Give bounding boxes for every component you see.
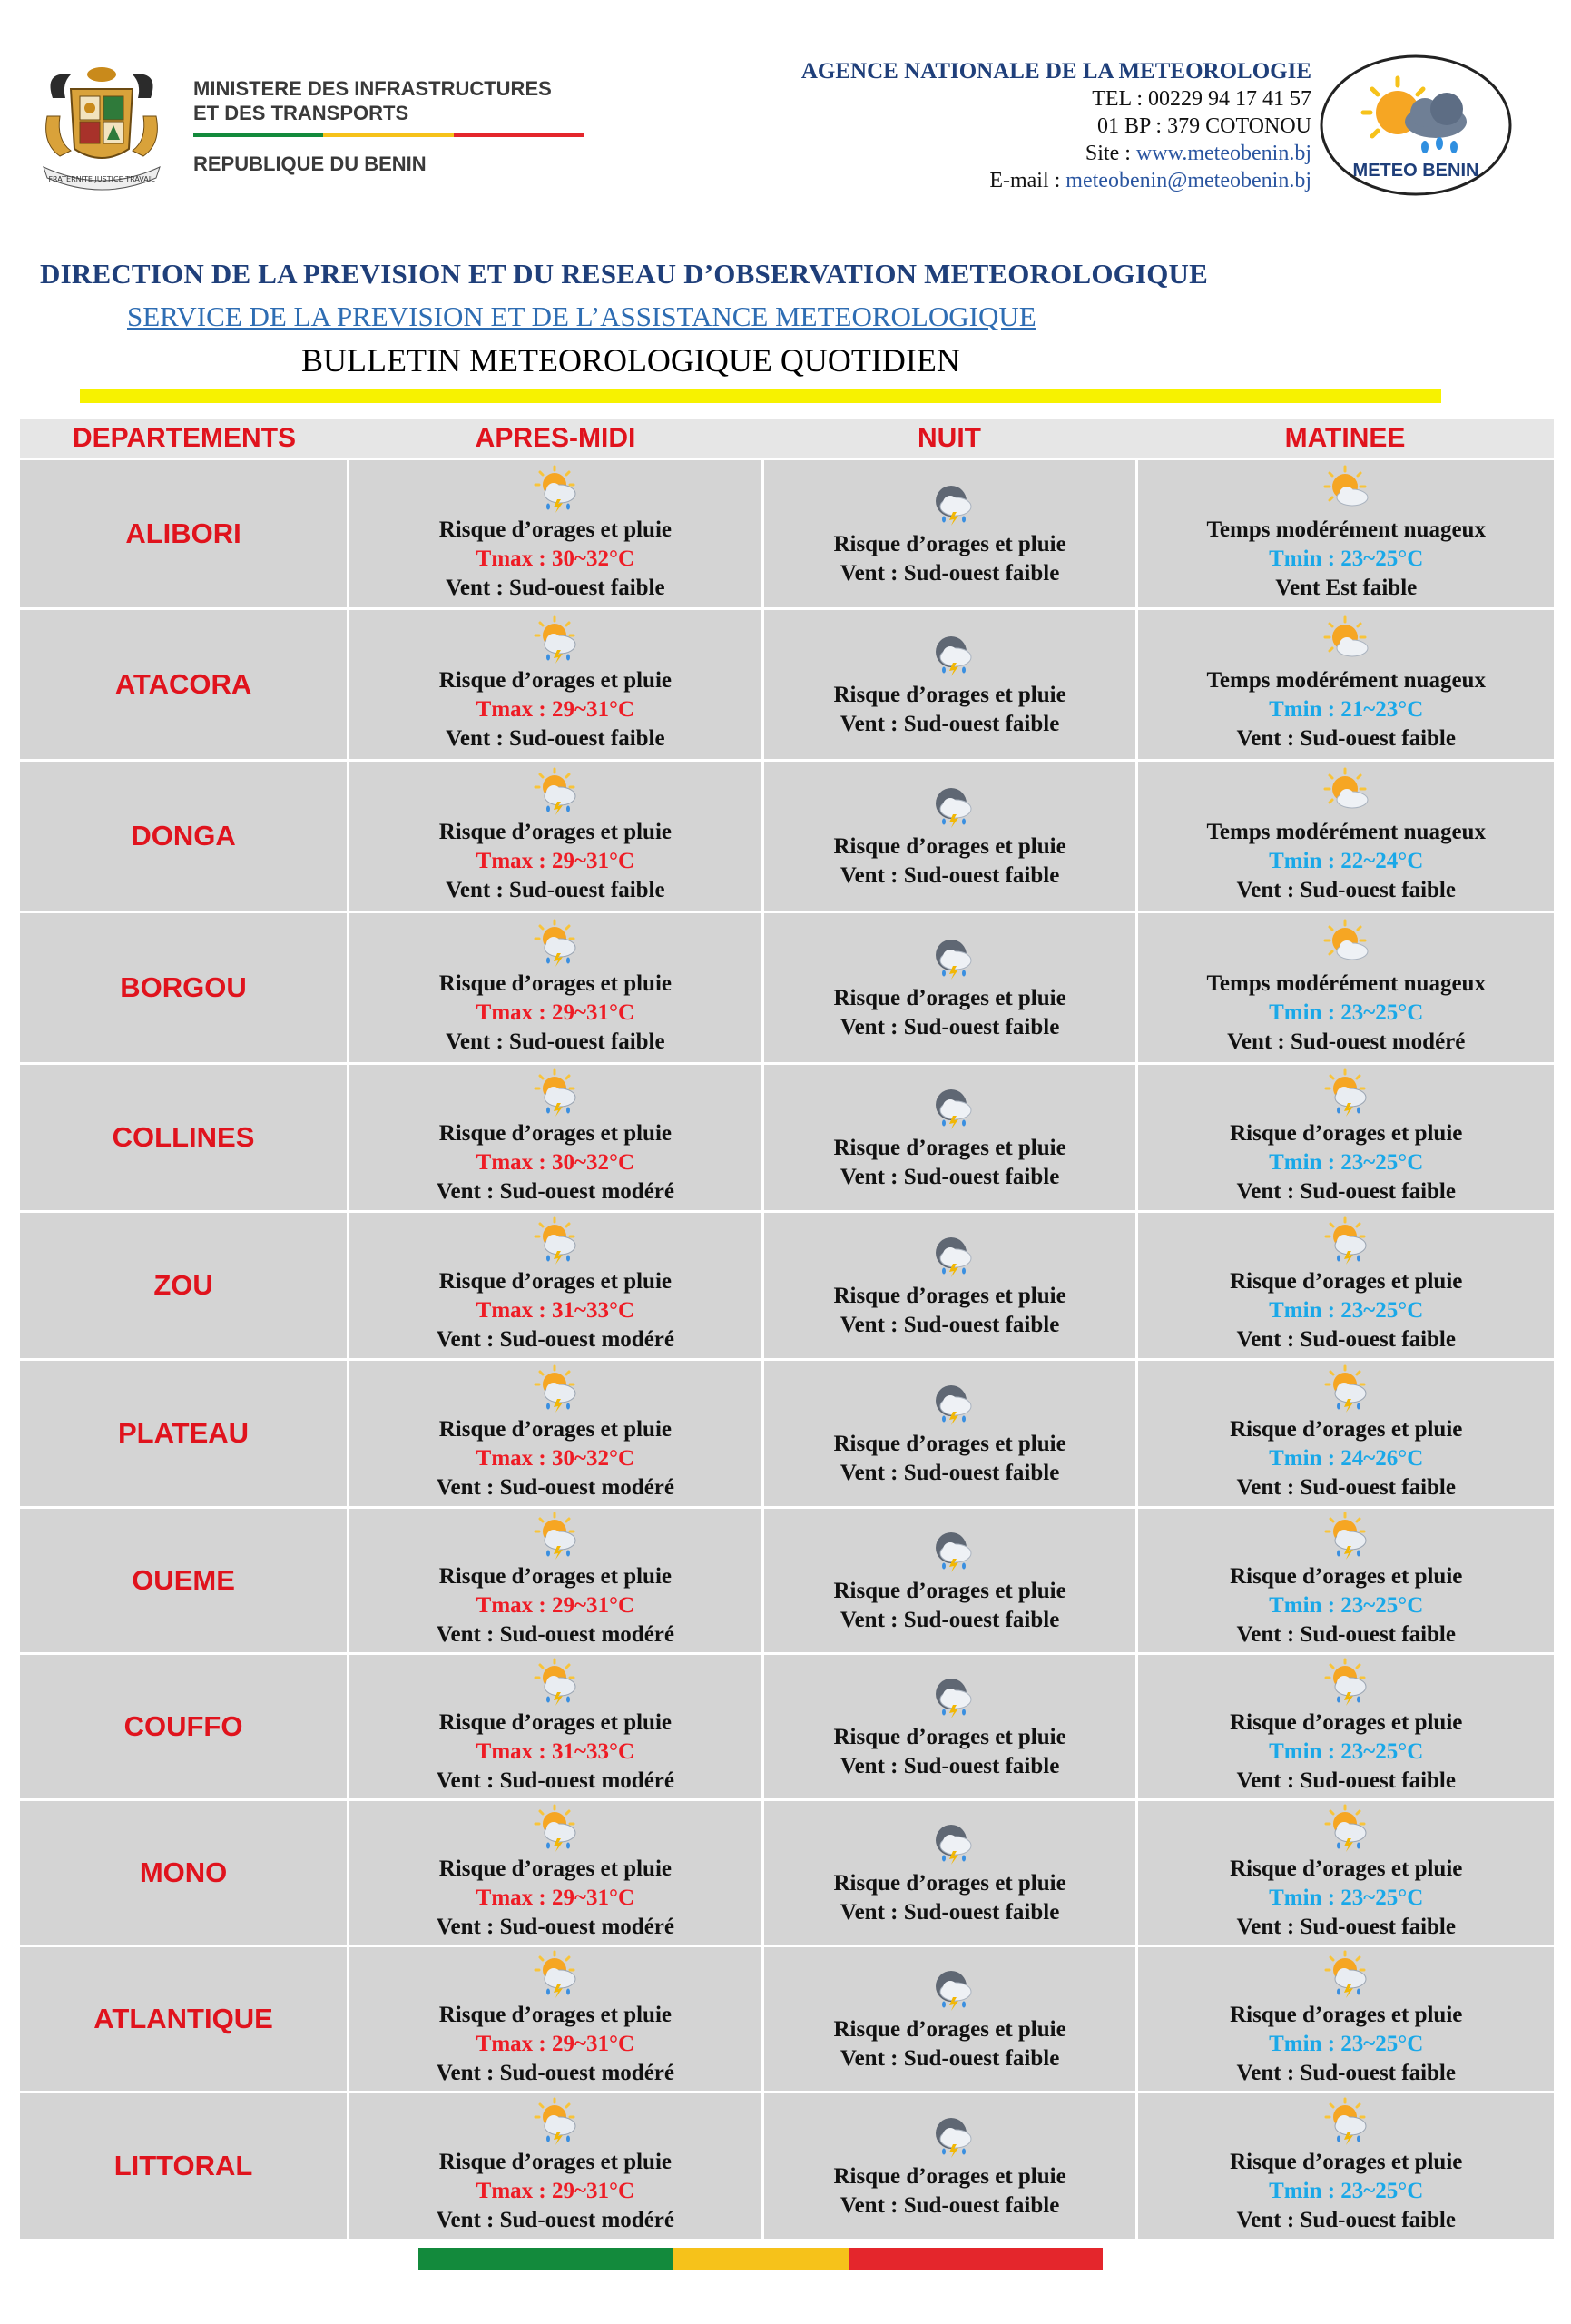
matinee-tmin: Tmin : 22~24°C [1269, 849, 1424, 873]
apres-midi-cell [347, 460, 761, 607]
nuit-cell [761, 1213, 1136, 1358]
site-link[interactable]: www.meteobenin.bj [1135, 142, 1311, 165]
table-header [20, 419, 1554, 458]
apres-midi-condition: Risque d’orages et pluie [438, 1856, 672, 1881]
forecast-table [20, 419, 1554, 2239]
service-title: SERVICE DE LA PREVISION ET DE L’ASSISTANCE METEOROLOGIQUE [127, 300, 1036, 332]
matinee-tmin: Tmin : 23~25°C [1269, 1593, 1424, 1618]
table-row [20, 458, 1554, 607]
matinee-cell [1135, 913, 1554, 1062]
email-link[interactable]: meteobenin@meteobenin.bj [1065, 169, 1311, 192]
matinee-cell [1135, 610, 1554, 759]
nuit-condition: Risque d’orages et pluie [833, 1284, 1066, 1308]
apres-midi-condition: Risque d’orages et pluie [438, 668, 672, 693]
table-row [20, 911, 1554, 1062]
matinee-wind: Vent Est faible [1275, 576, 1418, 600]
apres-midi-cell [347, 610, 761, 759]
sun-cloud-storm-icon [1320, 2097, 1372, 2146]
apres-midi-condition: Risque d’orages et pluie [438, 2003, 672, 2027]
table-row [20, 1945, 1554, 2091]
header-departements: DEPARTEMENTS [72, 423, 297, 453]
apres-midi-tmax: Tmax : 29~31°C [476, 2032, 635, 2056]
matinee-tmin: Tmin : 23~25°C [1269, 1000, 1424, 1025]
agency-email-line [801, 167, 1311, 194]
svg-text:FRATERNITE JUSTICE TRAVAIL: FRATERNITE JUSTICE TRAVAIL [48, 175, 155, 183]
matinee-condition: Risque d’orages et pluie [1230, 1417, 1463, 1442]
matinee-tmin: Tmin : 23~25°C [1269, 2032, 1424, 2056]
nuit-cell [761, 460, 1136, 607]
department-name: PLATEAU [117, 1417, 250, 1449]
apres-midi-tmax: Tmax : 29~31°C [476, 1886, 635, 1910]
sun-cloud-storm-icon [529, 1658, 582, 1707]
apres-midi-wind: Vent : Sud-ouest modéré [436, 2208, 674, 2232]
nuit-condition: Risque d’orages et pluie [833, 1725, 1066, 1749]
header-matinee: MATINEE [1284, 423, 1406, 453]
matinee-condition: Risque d’orages et pluie [1230, 2150, 1463, 2174]
department-name: BORGOU [120, 971, 247, 1003]
apres-midi-condition: Risque d’orages et pluie [438, 2150, 672, 2174]
apres-midi-cell [347, 1655, 761, 1798]
matinee-condition: Risque d’orages et pluie [1230, 2003, 1463, 2027]
footer-yellow-stripe [673, 2248, 849, 2270]
nuit-condition: Risque d’orages et pluie [833, 532, 1066, 556]
table-row [20, 1210, 1554, 1358]
apres-midi-condition: Risque d’orages et pluie [438, 971, 672, 996]
bulletin-title: BULLETIN METEOROLOGIQUE QUOTIDIEN [301, 342, 960, 379]
cloud-storm-icon [924, 630, 977, 679]
nuit-condition: Risque d’orages et pluie [833, 1432, 1066, 1456]
matinee-cell [1135, 1655, 1554, 1798]
sun-cloud-storm-icon [1320, 1512, 1372, 1561]
apres-midi-cell [347, 2093, 761, 2239]
department-name: COLLINES [112, 1121, 255, 1153]
matinee-cell [1135, 460, 1554, 607]
direction-title: DIRECTION DE LA PREVISION ET DU RESEAU D’OBSERVATION METEOROLOGIQUE [40, 258, 1209, 290]
apres-midi-tmax: Tmax : 30~32°C [476, 547, 635, 571]
matinee-cell [1135, 2093, 1554, 2239]
nuit-cell [761, 2093, 1136, 2239]
nuit-wind: Vent : Sud-ouest faible [840, 1015, 1060, 1039]
cloud-storm-icon [924, 782, 977, 831]
department-name: ALIBORI [125, 517, 241, 549]
meteo-benin-logo [1318, 53, 1514, 198]
ministry-line-1: MINISTERE DES INFRASTRUCTURES [193, 77, 552, 100]
nuit-wind: Vent : Sud-ouest faible [840, 1313, 1060, 1337]
cloud-storm-icon [924, 1526, 977, 1575]
agency-site-line [801, 140, 1311, 167]
ministry-name [193, 76, 584, 125]
nuit-wind: Vent : Sud-ouest faible [840, 1461, 1060, 1485]
benin-coat-of-arms-icon [34, 62, 169, 192]
apres-midi-tmax: Tmax : 29~31°C [476, 1000, 635, 1025]
nuit-wind: Vent : Sud-ouest faible [840, 712, 1060, 736]
apres-midi-tmax: Tmax : 30~32°C [476, 1150, 635, 1175]
sun-cloud-storm-icon [529, 1804, 582, 1853]
nuit-wind: Vent : Sud-ouest faible [840, 2193, 1060, 2218]
sun-cloud-storm-icon [1320, 1068, 1372, 1118]
cloud-storm-icon [924, 933, 977, 982]
cloud-storm-icon [924, 1379, 977, 1428]
matinee-tmin: Tmin : 23~25°C [1269, 1739, 1424, 1764]
email-label: E-mail : [989, 169, 1066, 192]
table-row [20, 1652, 1554, 1798]
nuit-cell [761, 1655, 1136, 1798]
sun-cloud-storm-icon [529, 1950, 582, 1999]
cloud-storm-icon [924, 1083, 977, 1132]
nuit-cell [761, 610, 1136, 759]
apres-midi-wind: Vent : Sud-ouest modéré [436, 2061, 674, 2085]
sun-cloud-icon [1320, 465, 1372, 514]
matinee-wind: Vent : Sud-ouest faible [1236, 1475, 1456, 1500]
agency-tel: TEL : 00229 94 17 41 57 [1092, 87, 1311, 111]
matinee-cell [1135, 1065, 1554, 1210]
table-row [20, 1062, 1554, 1210]
nuit-cell [761, 913, 1136, 1062]
matinee-wind: Vent : Sud-ouest faible [1236, 2208, 1456, 2232]
nuit-cell [761, 1065, 1136, 1210]
apres-midi-wind: Vent : Sud-ouest modéré [436, 1768, 674, 1793]
apres-midi-tmax: Tmax : 29~31°C [476, 697, 635, 722]
matinee-condition: Risque d’orages et pluie [1230, 1121, 1463, 1146]
nuit-wind: Vent : Sud-ouest faible [840, 1900, 1060, 1925]
table-row [20, 1798, 1554, 1945]
apres-midi-cell [347, 1947, 761, 2091]
nuit-cell [761, 1509, 1136, 1652]
matinee-cell [1135, 762, 1554, 911]
apres-midi-cell [347, 913, 761, 1062]
cloud-storm-icon [924, 479, 977, 528]
sun-cloud-storm-icon [1320, 1950, 1372, 1999]
apres-midi-wind: Vent : Sud-ouest faible [446, 878, 665, 902]
matinee-wind: Vent : Sud-ouest faible [1236, 1915, 1456, 1939]
table-body [20, 458, 1554, 2239]
apres-midi-wind: Vent : Sud-ouest faible [446, 726, 665, 751]
apres-midi-tmax: Tmax : 29~31°C [476, 1593, 635, 1618]
table-row [20, 2091, 1554, 2239]
nuit-wind: Vent : Sud-ouest faible [840, 863, 1060, 888]
flag-red-stripe [454, 133, 584, 137]
apres-midi-tmax: Tmax : 30~32°C [476, 1446, 635, 1471]
matinee-wind: Vent : Sud-ouest faible [1236, 1622, 1456, 1647]
department-name: ATLANTIQUE [93, 2003, 273, 2034]
agency-bp: 01 BP : 379 COTONOU [1096, 114, 1311, 138]
matinee-condition: Temps modérément nuageux [1206, 820, 1486, 844]
department-name: DONGA [131, 820, 236, 852]
apres-midi-tmax: Tmax : 29~31°C [476, 2179, 635, 2203]
header-apres-midi: APRES-MIDI [475, 423, 636, 453]
sun-cloud-storm-icon [1320, 1364, 1372, 1413]
svg-text:METEO BENIN: METEO BENIN [1352, 161, 1479, 181]
matinee-condition: Temps modérément nuageux [1206, 971, 1486, 996]
nuit-cell [761, 762, 1136, 911]
matinee-condition: Temps modérément nuageux [1206, 668, 1486, 693]
sun-cloud-storm-icon [1320, 1804, 1372, 1853]
ministry-line-2: ET DES TRANSPORTS [193, 102, 409, 124]
matinee-tmin: Tmin : 23~25°C [1269, 1150, 1424, 1175]
matinee-cell [1135, 1361, 1554, 1506]
nuit-wind: Vent : Sud-ouest faible [840, 1608, 1060, 1632]
sun-cloud-storm-icon [529, 767, 582, 816]
matinee-cell [1135, 1947, 1554, 2091]
matinee-tmin: Tmin : 23~25°C [1269, 1298, 1424, 1323]
nuit-condition: Risque d’orages et pluie [833, 834, 1066, 859]
apres-midi-condition: Risque d’orages et pluie [438, 1564, 672, 1589]
department-name: MONO [139, 1856, 228, 1888]
apres-midi-cell [347, 762, 761, 911]
header-nuit: NUIT [918, 423, 981, 453]
apres-midi-wind: Vent : Sud-ouest modéré [436, 1179, 674, 1204]
nuit-condition: Risque d’orages et pluie [833, 986, 1066, 1010]
department-name: LITTORAL [113, 2150, 253, 2181]
sun-cloud-storm-icon [529, 1068, 582, 1118]
matinee-tmin: Tmin : 23~25°C [1269, 1886, 1424, 1910]
apres-midi-condition: Risque d’orages et pluie [438, 1710, 672, 1735]
apres-midi-condition: Risque d’orages et pluie [438, 517, 672, 542]
department-name: ZOU [153, 1269, 213, 1301]
matinee-tmin: Tmin : 21~23°C [1269, 697, 1424, 722]
matinee-cell [1135, 1509, 1554, 1652]
matinee-wind: Vent : Sud-ouest modéré [1227, 1029, 1466, 1054]
nuit-wind: Vent : Sud-ouest faible [840, 561, 1060, 586]
apres-midi-cell [347, 1801, 761, 1945]
site-label: Site : [1085, 142, 1136, 165]
matinee-cell [1135, 1213, 1554, 1358]
matinee-condition: Risque d’orages et pluie [1230, 1856, 1463, 1881]
apres-midi-cell [347, 1065, 761, 1210]
apres-midi-cell [347, 1509, 761, 1652]
matinee-tmin: Tmin : 23~25°C [1269, 2179, 1424, 2203]
agency-name: AGENCE NATIONALE DE LA METEOROLOGIE [800, 59, 1311, 84]
cloud-storm-icon [924, 1231, 977, 1280]
apres-midi-tmax: Tmax : 31~33°C [476, 1739, 635, 1764]
department-name: OUEME [132, 1564, 235, 1596]
matinee-condition: Risque d’orages et pluie [1230, 1710, 1463, 1735]
apres-midi-wind: Vent : Sud-ouest modéré [436, 1327, 674, 1352]
matinee-tmin: Tmin : 23~25°C [1269, 547, 1424, 571]
footer-red-stripe [849, 2248, 1103, 2270]
nuit-condition: Risque d’orages et pluie [833, 1871, 1066, 1896]
republic-name: REPUBLIQUE DU BENIN [193, 153, 427, 175]
footer-flag-bar [418, 2248, 1103, 2270]
cloud-storm-icon [924, 2112, 977, 2161]
department-name: ATACORA [114, 668, 252, 700]
sun-cloud-icon [1320, 767, 1372, 816]
department-name: COUFFO [123, 1710, 243, 1742]
apres-midi-wind: Vent : Sud-ouest modéré [436, 1622, 674, 1647]
nuit-condition: Risque d’orages et pluie [833, 1136, 1066, 1160]
nuit-cell [761, 1361, 1136, 1506]
matinee-wind: Vent : Sud-ouest faible [1236, 1327, 1456, 1352]
sun-cloud-icon [1320, 615, 1372, 665]
nuit-condition: Risque d’orages et pluie [833, 1579, 1066, 1603]
agency-contact-block [801, 58, 1311, 194]
apres-midi-wind: Vent : Sud-ouest faible [446, 1029, 665, 1054]
apres-midi-wind: Vent : Sud-ouest modéré [436, 1915, 674, 1939]
nuit-cell [761, 1801, 1136, 1945]
sun-cloud-storm-icon [1320, 1216, 1372, 1265]
sun-cloud-storm-icon [529, 615, 582, 665]
apres-midi-condition: Risque d’orages et pluie [438, 820, 672, 844]
apres-midi-cell [347, 1361, 761, 1506]
apres-midi-wind: Vent : Sud-ouest faible [446, 576, 665, 600]
nuit-condition: Risque d’orages et pluie [833, 683, 1066, 707]
table-row [20, 1506, 1554, 1652]
cloud-storm-icon [924, 1818, 977, 1867]
matinee-condition: Risque d’orages et pluie [1230, 1564, 1463, 1589]
nuit-condition: Risque d’orages et pluie [833, 2164, 1066, 2189]
matinee-condition: Risque d’orages et pluie [1230, 1269, 1463, 1294]
table-row [20, 607, 1554, 759]
sun-cloud-storm-icon [529, 465, 582, 514]
apres-midi-condition: Risque d’orages et pluie [438, 1269, 672, 1294]
sun-cloud-storm-icon [529, 1364, 582, 1413]
nuit-cell [761, 1947, 1136, 2091]
sun-cloud-storm-icon [529, 2097, 582, 2146]
matinee-wind: Vent : Sud-ouest faible [1236, 1768, 1456, 1793]
sun-cloud-storm-icon [1320, 1658, 1372, 1707]
apres-midi-tmax: Tmax : 31~33°C [476, 1298, 635, 1323]
sun-cloud-storm-icon [529, 919, 582, 968]
cloud-storm-icon [924, 1965, 977, 2014]
apres-midi-wind: Vent : Sud-ouest modéré [436, 1475, 674, 1500]
matinee-wind: Vent : Sud-ouest faible [1236, 2061, 1456, 2085]
national-flag-bar [193, 133, 584, 137]
title-highlight-bar [80, 389, 1441, 403]
nuit-wind: Vent : Sud-ouest faible [840, 1165, 1060, 1189]
nuit-condition: Risque d’orages et pluie [833, 2017, 1066, 2042]
matinee-condition: Temps modérément nuageux [1206, 517, 1486, 542]
flag-green-stripe [193, 133, 323, 137]
apres-midi-tmax: Tmax : 29~31°C [476, 849, 635, 873]
matinee-wind: Vent : Sud-ouest faible [1236, 726, 1456, 751]
table-row [20, 759, 1554, 911]
table-row [20, 1358, 1554, 1506]
apres-midi-condition: Risque d’orages et pluie [438, 1417, 672, 1442]
matinee-wind: Vent : Sud-ouest faible [1236, 878, 1456, 902]
apres-midi-condition: Risque d’orages et pluie [438, 1121, 672, 1146]
cloud-storm-icon [924, 1672, 977, 1721]
nuit-wind: Vent : Sud-ouest faible [840, 1754, 1060, 1778]
flag-yellow-stripe [323, 133, 453, 137]
sun-cloud-storm-icon [529, 1512, 582, 1561]
matinee-wind: Vent : Sud-ouest faible [1236, 1179, 1456, 1204]
footer-green-stripe [418, 2248, 673, 2270]
sun-cloud-icon [1320, 919, 1372, 968]
sun-cloud-storm-icon [529, 1216, 582, 1265]
matinee-tmin: Tmin : 24~26°C [1269, 1446, 1424, 1471]
nuit-wind: Vent : Sud-ouest faible [840, 2046, 1060, 2071]
apres-midi-cell [347, 1213, 761, 1358]
matinee-cell [1135, 1801, 1554, 1945]
